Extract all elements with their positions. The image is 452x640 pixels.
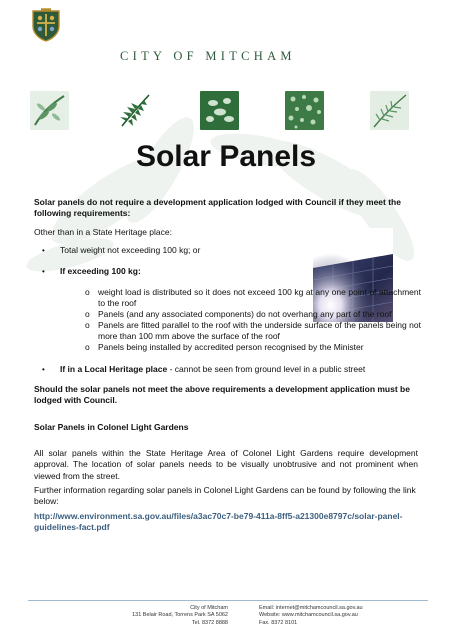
- colonel-light-gardens-paragraph: All solar panels within the State Heritage Area of Colonel Light Gardens require development approval. The location of solar panels needs to be visually unobtrusive and not prominent when viewed from the street.: [34, 448, 418, 481]
- footer-contact: [259, 605, 389, 627]
- city-crest-icon: [30, 8, 62, 42]
- seed-pod-tile-icon: [200, 91, 239, 130]
- footer-council-name: City of Mitcham: [190, 605, 228, 611]
- requirements-not-met-paragraph: Should the solar panels not meet the above requirements a development application must be lodged with Council.: [34, 384, 410, 406]
- sub-item-marker: o: [85, 309, 90, 319]
- further-information-paragraph: Further information regarding solar panels in Colonel Light Gardens can be found by following the link below:: [34, 485, 416, 507]
- sub-item-accredited-installer: Panels being installed by accredited person recognised by the Minister: [98, 342, 364, 352]
- local-heritage-label: If in a Local Heritage place: [60, 364, 168, 374]
- sub-item-weight-distribution: weight load is distributed so it does not exceed 100 kg at any one point of attachment to the roof: [98, 287, 421, 308]
- footer-street-address: 131 Belair Road, Torrens Park SA 5062: [132, 612, 228, 619]
- footer-fax: Fax. 8372 8101: [259, 619, 298, 626]
- footer-phone: Tel. 8372 8888: [191, 619, 228, 626]
- page-title: Solar Panels: [135, 140, 317, 173]
- decorative-tile-row: [30, 91, 330, 131]
- bullet-marker: •: [42, 365, 45, 374]
- intro-paragraph: Solar panels do not require a development application lodged with Council if they meet the following requirements:: [34, 197, 401, 219]
- gum-leaf-tile-icon: [30, 91, 69, 130]
- solar-guidelines-link[interactable]: http://www.environment.sa.gov.au/files/a3ac70c7-be79-411a-8ff5-a21300e8797c/solar-panel-guidelines-fact.pdf: [34, 511, 403, 533]
- footer-divider: [28, 600, 428, 601]
- sub-item-marker: o: [85, 320, 90, 330]
- bullet-weight-limit: Total weight not exceeding 100 kg; or: [60, 245, 201, 255]
- branch-tile-icon: [370, 91, 409, 130]
- bullet-marker: •: [42, 267, 45, 276]
- other-than-heading: Other than in a State Heritage place:: [34, 227, 172, 237]
- section-heading: Solar Panels in Colonel Light Gardens: [34, 422, 189, 432]
- bullet-marker: •: [42, 246, 45, 255]
- bullet-local-heritage: [60, 364, 365, 375]
- council-name: CITY OF MITCHAM: [120, 49, 296, 63]
- local-heritage-condition: - cannot be seen from ground level in a public street: [167, 364, 366, 374]
- flower-dots-tile-icon: [285, 91, 324, 130]
- sub-item-marker: o: [85, 342, 90, 352]
- fern-frond-tile-icon: [116, 91, 155, 130]
- bullet-exceeding-weight: If exceeding 100 kg:: [60, 266, 141, 276]
- footer-address: [118, 605, 228, 627]
- sub-item-no-overhang: Panels (and any associated components) do not overhang any part of the roof: [98, 309, 392, 319]
- footer-website[interactable]: Website: www.mitchamcouncil.sa.gov.au: [259, 612, 358, 619]
- sub-item-parallel-fit: Panels are fitted parallel to the roof with the underside surface of the panels being not more than 100 mm above the surface of the roof: [98, 320, 421, 341]
- sub-item-marker: o: [85, 287, 90, 297]
- footer-email[interactable]: Email: internet@mitchamcouncil.sa.gov.au: [259, 605, 363, 611]
